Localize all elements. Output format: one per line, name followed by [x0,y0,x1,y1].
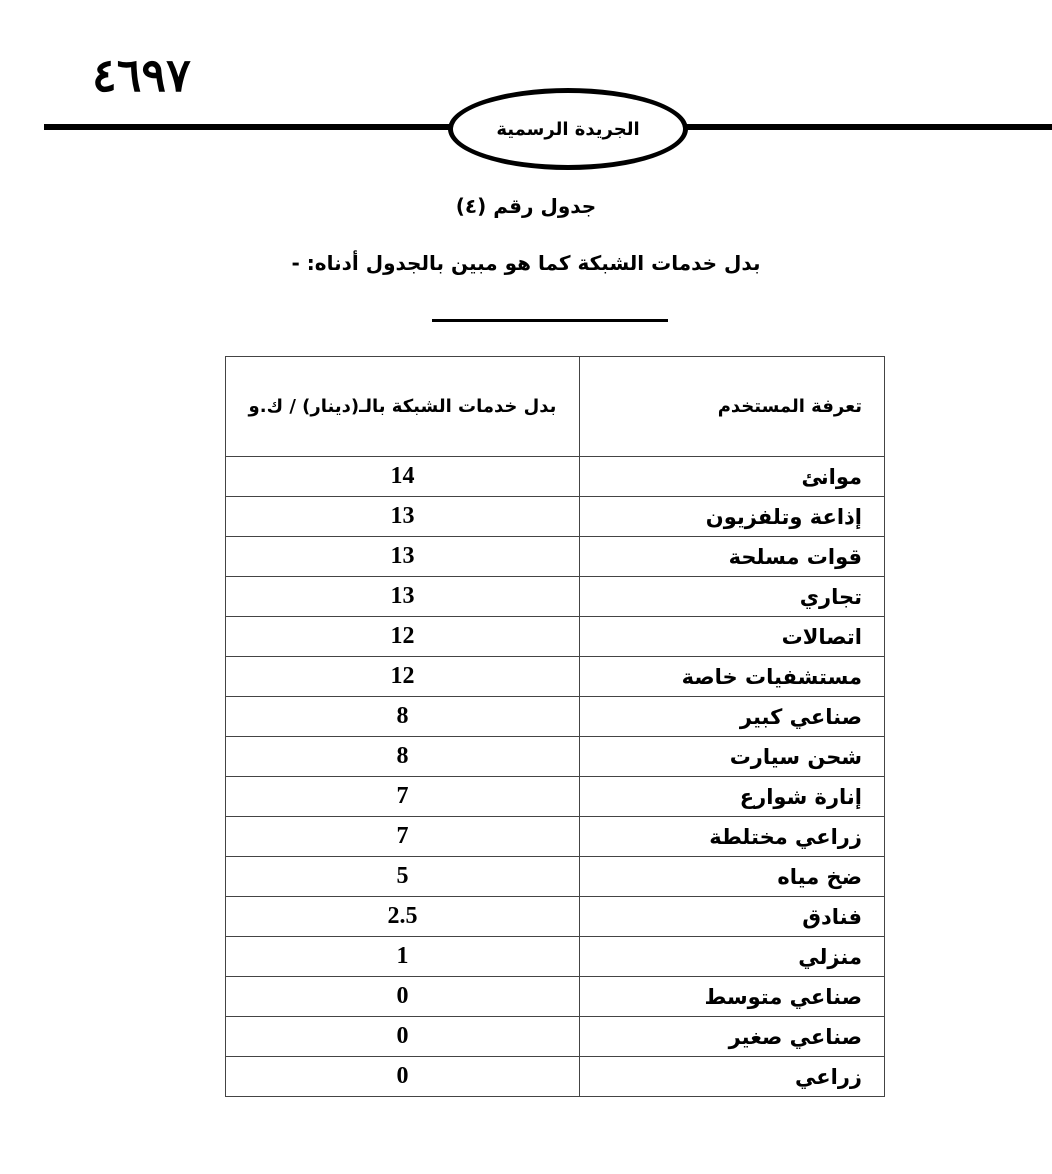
network-fee-cell: 13 [226,537,580,577]
network-fee-cell: 5 [226,857,580,897]
user-tariff-cell: صناعي صغير [580,1017,885,1057]
table-row [226,657,885,697]
network-fee-cell: 0 [226,1017,580,1057]
user-tariff-cell: زراعي مختلطة [580,817,885,857]
user-tariff-cell: اتصالات [580,617,885,657]
table-caption: بدل خدمات الشبكة كما هو مبين بالجدول أدناه: - [291,251,761,275]
masthead-title: الجريدة الرسمية [496,118,640,140]
user-tariff-cell: إذاعة وتلفزيون [580,497,885,537]
table-row [226,777,885,817]
network-fee-cell: 0 [226,977,580,1017]
network-fee-cell: 12 [226,617,580,657]
page-number: ٤٦٩٧ [92,48,191,102]
network-fee-cell: 0 [226,1057,580,1097]
network-fee-cell: 14 [226,457,580,497]
header-rule-left [44,124,458,130]
table-row [226,497,885,537]
table-row [226,737,885,777]
table-row [226,1057,885,1097]
network-fee-cell: 7 [226,817,580,857]
user-tariff-cell: تجاري [580,577,885,617]
column-header-user-tariff: تعرفة المستخدم [580,357,885,457]
user-tariff-cell: منزلي [580,937,885,977]
user-tariff-cell: شحن سيارت [580,737,885,777]
table-row [226,977,885,1017]
network-fee-cell: 13 [226,497,580,537]
user-tariff-cell: قوات مسلحة [580,537,885,577]
user-tariff-cell: موانئ [580,457,885,497]
table-row [226,897,885,937]
network-fee-cell: 7 [226,777,580,817]
user-tariff-cell: زراعي [580,1057,885,1097]
user-tariff-cell: فنادق [580,897,885,937]
network-fee-cell: 8 [226,697,580,737]
table-row [226,617,885,657]
user-tariff-cell: إنارة شوارع [580,777,885,817]
column-header-network-fee: بدل خدمات الشبكة بالـ(دينار) / ك.و [226,357,580,457]
table-row [226,577,885,617]
user-tariff-cell: صناعي كبير [580,697,885,737]
masthead-oval [448,88,688,170]
user-tariff-cell: ضخ مياه [580,857,885,897]
network-fee-cell: 13 [226,577,580,617]
user-tariff-cell: صناعي متوسط [580,977,885,1017]
table-row [226,697,885,737]
table-row [226,1017,885,1057]
tariff-table [225,356,885,1097]
heading-divider [432,319,668,322]
table-title: جدول رقم (٤) [455,194,597,218]
user-tariff-cell: مستشفيات خاصة [580,657,885,697]
header-rule-right [684,124,1052,130]
table-header-row [226,357,885,457]
table-row [226,857,885,897]
network-fee-cell: 12 [226,657,580,697]
table-row [226,937,885,977]
network-fee-cell: 2.5 [226,897,580,937]
table-row [226,537,885,577]
table-body [226,457,885,1097]
table-row [226,817,885,857]
network-fee-cell: 8 [226,737,580,777]
table-row [226,457,885,497]
network-fee-cell: 1 [226,937,580,977]
